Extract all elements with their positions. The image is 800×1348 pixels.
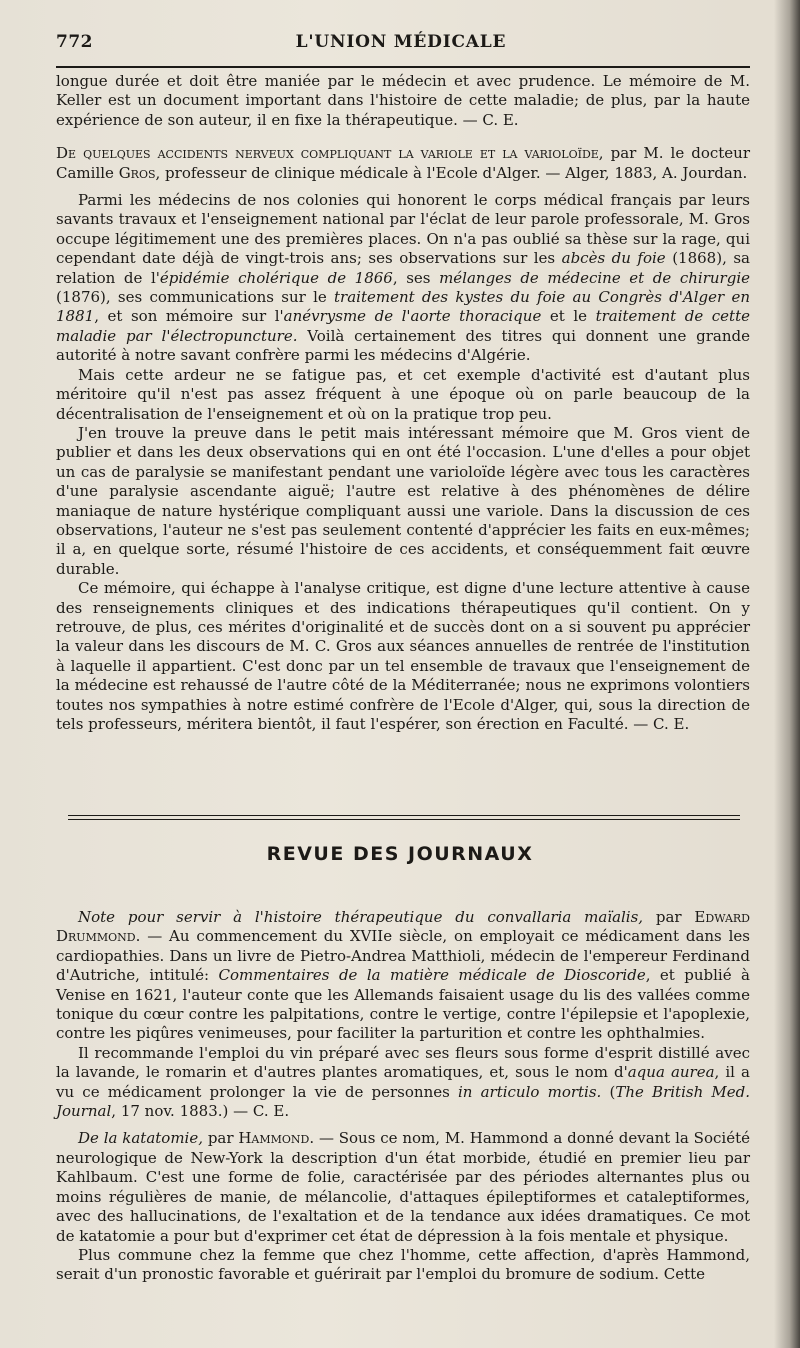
journal-name: The British Med. Journal: [56, 1082, 751, 1121]
text-run: Voilà certainement des titres qui donnent une grande autorité à notre savant confrère parmi les médecins d'Algérie.: [56, 326, 750, 365]
article2-paragraph-1: [56, 191, 750, 366]
text-run: , 17 nov. 1883.) — C. E.: [111, 1102, 290, 1121]
article4-paragraph-1: [56, 1129, 750, 1245]
italic-run: mélanges de médecine et de chirurgie: [439, 268, 750, 287]
italic-run: traitement des kystes du foie au Congrès d'Alger en 1881: [56, 288, 750, 326]
text-run: (1868), sa relation de l': [56, 249, 750, 287]
section-divider: [68, 815, 740, 820]
text-run: par: [643, 908, 695, 926]
article2-title-rest: par M. le docteur Camille: [56, 144, 750, 182]
lower-text-block: [56, 908, 750, 1285]
text-run: , il a vu ce médicament prolonger la vie de personnes: [56, 1063, 750, 1101]
article3-paragraph-2: [56, 1044, 750, 1122]
article3-paragraph-1: [56, 908, 750, 1044]
article2-title: De quelques accidents nerveux compliquant la variole et la varioloïde,: [56, 144, 604, 163]
text-run: , ses: [392, 268, 440, 287]
page-number: 772: [56, 32, 93, 52]
article2-paragraph-4: Ce mémoire, qui échappe à l'analyse critique, est digne d'une lecture attentive à cause des renseignements cliniques et des indications thérapeutiques qu'il contient. On y retrouve, de plus, ces mérites d'originalité et de succès dont on a si souvent pu apprécier la valeur dans les discours de M. C. Gros aux séances annuelles de rentrée de l'institution à laquelle il appartient. C'est donc par un tel ensemble de travaux que l'enseignement de la médecine est rehaussé de l'autre côté de la Méditerranée; nous ne exprimons volontiers toutes nos sympathies à notre estimé confrère de l'Ecole d'Alger, qui, sous la direction de tels professeurs, méritera bientôt, il faut l'espérer, son érection en Faculté. — C. E.: [56, 579, 750, 733]
article4-title: De la katatomie,: [78, 1129, 203, 1148]
italic-run: in articulo mortis.: [457, 1082, 602, 1101]
page-header: [56, 30, 746, 58]
article2-title-tail: , professeur de clinique médicale à l'Ecole d'Alger. — Alger, 1883, A. Jourdan.: [155, 163, 748, 182]
article2-heading: [56, 144, 750, 183]
italic-run: aqua aurea: [627, 1063, 715, 1082]
article2-paragraph-3: J'en trouve la preuve dans le petit mais intéressant mémoire que M. Gros vient de publier et dans les deux observations qui en ont été l'occasion. L'une d'elles a pour objet un cas de paralysie se manifestant pendant une varioloïde légère avec tous les caractères d'une paralysie ascendante aiguë; l'autre est relative à des phénomènes de délire maniaque de nature hystérique compliquant aussi une variole. Dans la discussion de ces observations, l'auteur ne s'est pas seulement contenté d'apprécier les faits en eux-mêmes; il a, en quelque sorte, résumé l'histoire de ces accidents, et conséquemment fait œuvre durable.: [56, 423, 750, 578]
article3-title: Note pour servir à l'histoire thérapeutique du convallaria maïalis,: [78, 908, 644, 926]
text-run: Parmi les médecins de nos colonies qui honorent le corps médical français par leurs savants travaux et l'enseignement national par l'éclat de leur parole professorale, M. Gros occupe légitimement une des premières places. On n'a pas oublié sa thèse sur la rage, qui cependant date déjà de vingt-trois ans; ses observations sur les: [56, 191, 750, 268]
italic-run: épidémie cholérique de 1866: [159, 268, 393, 287]
article1-closing-paragraph: longue durée et doit être maniée par le médecin et avec prudence. Le mémoire de M. Keller est un document important dans l'histoire de cette maladie; de plus, par la haute expérience de son auteur, il en fixe la thérapeutique. — C. E.: [56, 72, 750, 129]
running-title: L'UNION MÉDICALE: [295, 32, 507, 52]
text-run: , et son mémoire sur l': [94, 307, 284, 326]
text-run: , et publié à Venise en 1621, l'auteur conte que les Allemands faisaient usage du lis des vallées comme tonique du cœur contre les palpitations, contre le vertige, contre l'épilepsie et l'apoplexie, contre les piqûres venimeuses, pour faciliter la parturition et contre les ophthalmies.: [56, 966, 750, 1043]
text-run: et le: [541, 307, 596, 326]
article2-author-name: Gros: [118, 163, 156, 182]
book-title: Commentaires de la matière médicale de Dioscoride: [218, 966, 646, 985]
text-run: (: [601, 1082, 616, 1101]
text-run: par: [203, 1129, 239, 1148]
italic-run: traitement de cette maladie par l'électropuncture.: [56, 307, 750, 345]
text-run: (1876), ses communications sur le: [56, 288, 335, 307]
book-spine-shadow: [774, 0, 800, 1348]
text-run: . — Sous ce nom, M. Hammond a donné devant la Société neurologique de New-York la description d'un état morbide, étudié en premier lieu par Kahlbaum. C'est une forme de folie, caractérisée par des périodes alternantes plus ou moins régulières de manie, de mélancolie, d'attaques épileptiformes et cataleptiformes, avec des hallucinations, de l'exaltation et de la tendance aux idées dramatiques. Ce mot de katatomie a pour but d'exprimer cet état de dépression à la fois mentale et physique.: [56, 1129, 750, 1245]
italic-run: anévrysme de l'aorte thoracique: [283, 307, 542, 326]
text-run: Il recommande l'emploi du vin préparé avec ses fleurs sous forme d'esprit distillé avec la lavande, le romarin et d'autres plantes aromatiques, et, sous le nom d': [56, 1043, 750, 1082]
header-rule: [56, 66, 750, 68]
article4-paragraph-2: Plus commune chez la femme que chez l'homme, cette affection, d'après Hammond, serait d'un pronostic favorable et guérirait par l'emploi du bromure de sodium. Cette: [56, 1245, 750, 1284]
upper-text-block: [56, 72, 750, 734]
section-title: REVUE DES JOURNAUX: [266, 843, 534, 865]
article4-author: Hammond: [238, 1129, 310, 1148]
text-run: . — Au commencement du XVIIe siècle, on employait ce médicament dans les cardiopathies. Dans un livre de Pietro-Andrea Matthioli, médecin de l'empereur Ferdinand d'Autriche, intitulé:: [56, 927, 750, 985]
article2-paragraph-2: Mais cette ardeur ne se fatigue pas, et cet exemple d'activité est d'autant plus méritoire qu'il n'est pas assez fréquent à une époque où on parle beaucoup de la décentralisation de l'enseignement et où on la pratique trop peu.: [56, 365, 750, 423]
article3-author: Edward Drummond: [56, 908, 750, 946]
italic-run: abcès du foie: [561, 249, 666, 268]
